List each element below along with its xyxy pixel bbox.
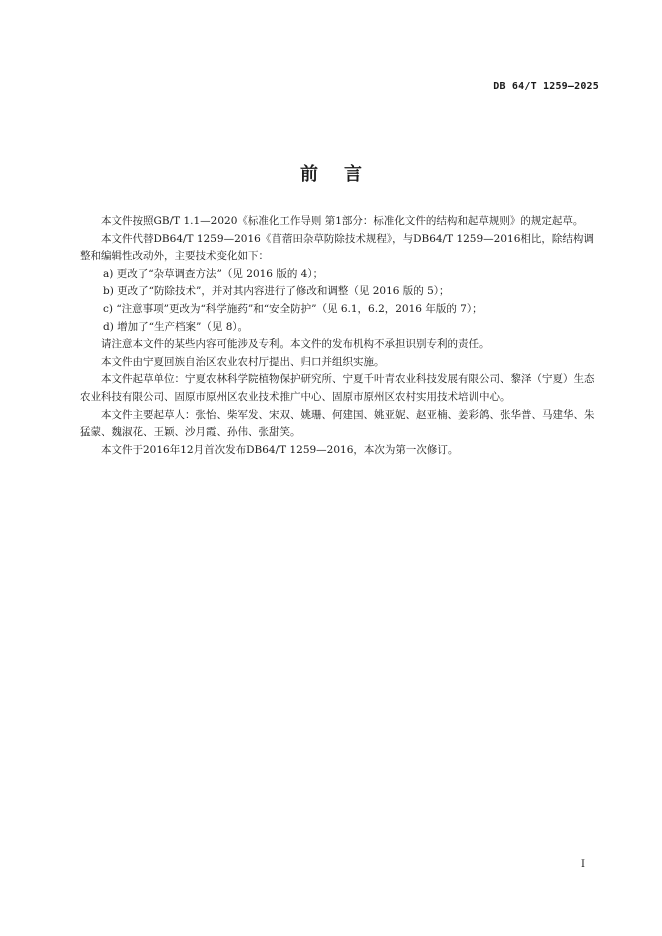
paragraph-replacement: 本文件代替DB64/T 1259—2016《苜蓿田杂草防除技术规程》，与DB64/T 1259—2016相比，除结构调整和编辑性改动外，主要技术变化如下： bbox=[80, 232, 594, 263]
document-code: DB 64/T 1259—2025 bbox=[493, 81, 599, 92]
paragraph-history: 本文件于2016年12月首次发布DB64/T 1259—2016，本次为第一次修订。 bbox=[101, 443, 459, 456]
page-number: I bbox=[581, 859, 585, 870]
change-item-d: d) 增加了“生产档案”（见 8）。 bbox=[103, 320, 249, 333]
paragraph-drafting-units: 本文件起草单位：宁夏农林科学院植物保护研究所、宁夏千叶青农业科技发展有限公司、黎泽（宁夏）生态农业科技有限公司、固原市原州区农业技术推广中心、固原市原州区农村实用技术培训中心。 bbox=[80, 373, 595, 403]
paragraph-drafters: 本文件主要起草人：张怡、柴军发、宋双、姚珊、何建国、姚亚妮、赵亚楠、姜彩鸽、张华普、马建华、朱猛蒙、魏淑花、王颖、沙月霞、孙伟、张甜笑。 bbox=[80, 408, 595, 439]
foreword-body bbox=[80, 213, 600, 459]
page-title: 前言 bbox=[300, 164, 388, 185]
paragraph-patent-notice: 请注意本文件的某些内容可能涉及专利。本文件的发布机构不承担识别专利的责任。 bbox=[101, 338, 490, 351]
change-item-b: b) 更改了“防除技术”，并对其内容进行了修改和调整（见 2016 版的 5）； bbox=[103, 285, 450, 298]
change-item-c: c) “注意事项”更改为“科学施药”和“安全防护”（见 6.1，6.2，2016 年版的 7）； bbox=[103, 302, 483, 315]
paragraph-drafting-basis: 本文件按照GB/T 1.1—2020《标准化工作导则 第1部分：标准化文件的结构和起草规则》的规定起草。 bbox=[101, 215, 584, 227]
change-item-a: a) 更改了“杂草调查方法”（见 2016 版的 4）； bbox=[103, 267, 324, 280]
paragraph-proposer: 本文件由宁夏回族自治区农业农村厅提出、归口并组织实施。 bbox=[101, 355, 385, 368]
